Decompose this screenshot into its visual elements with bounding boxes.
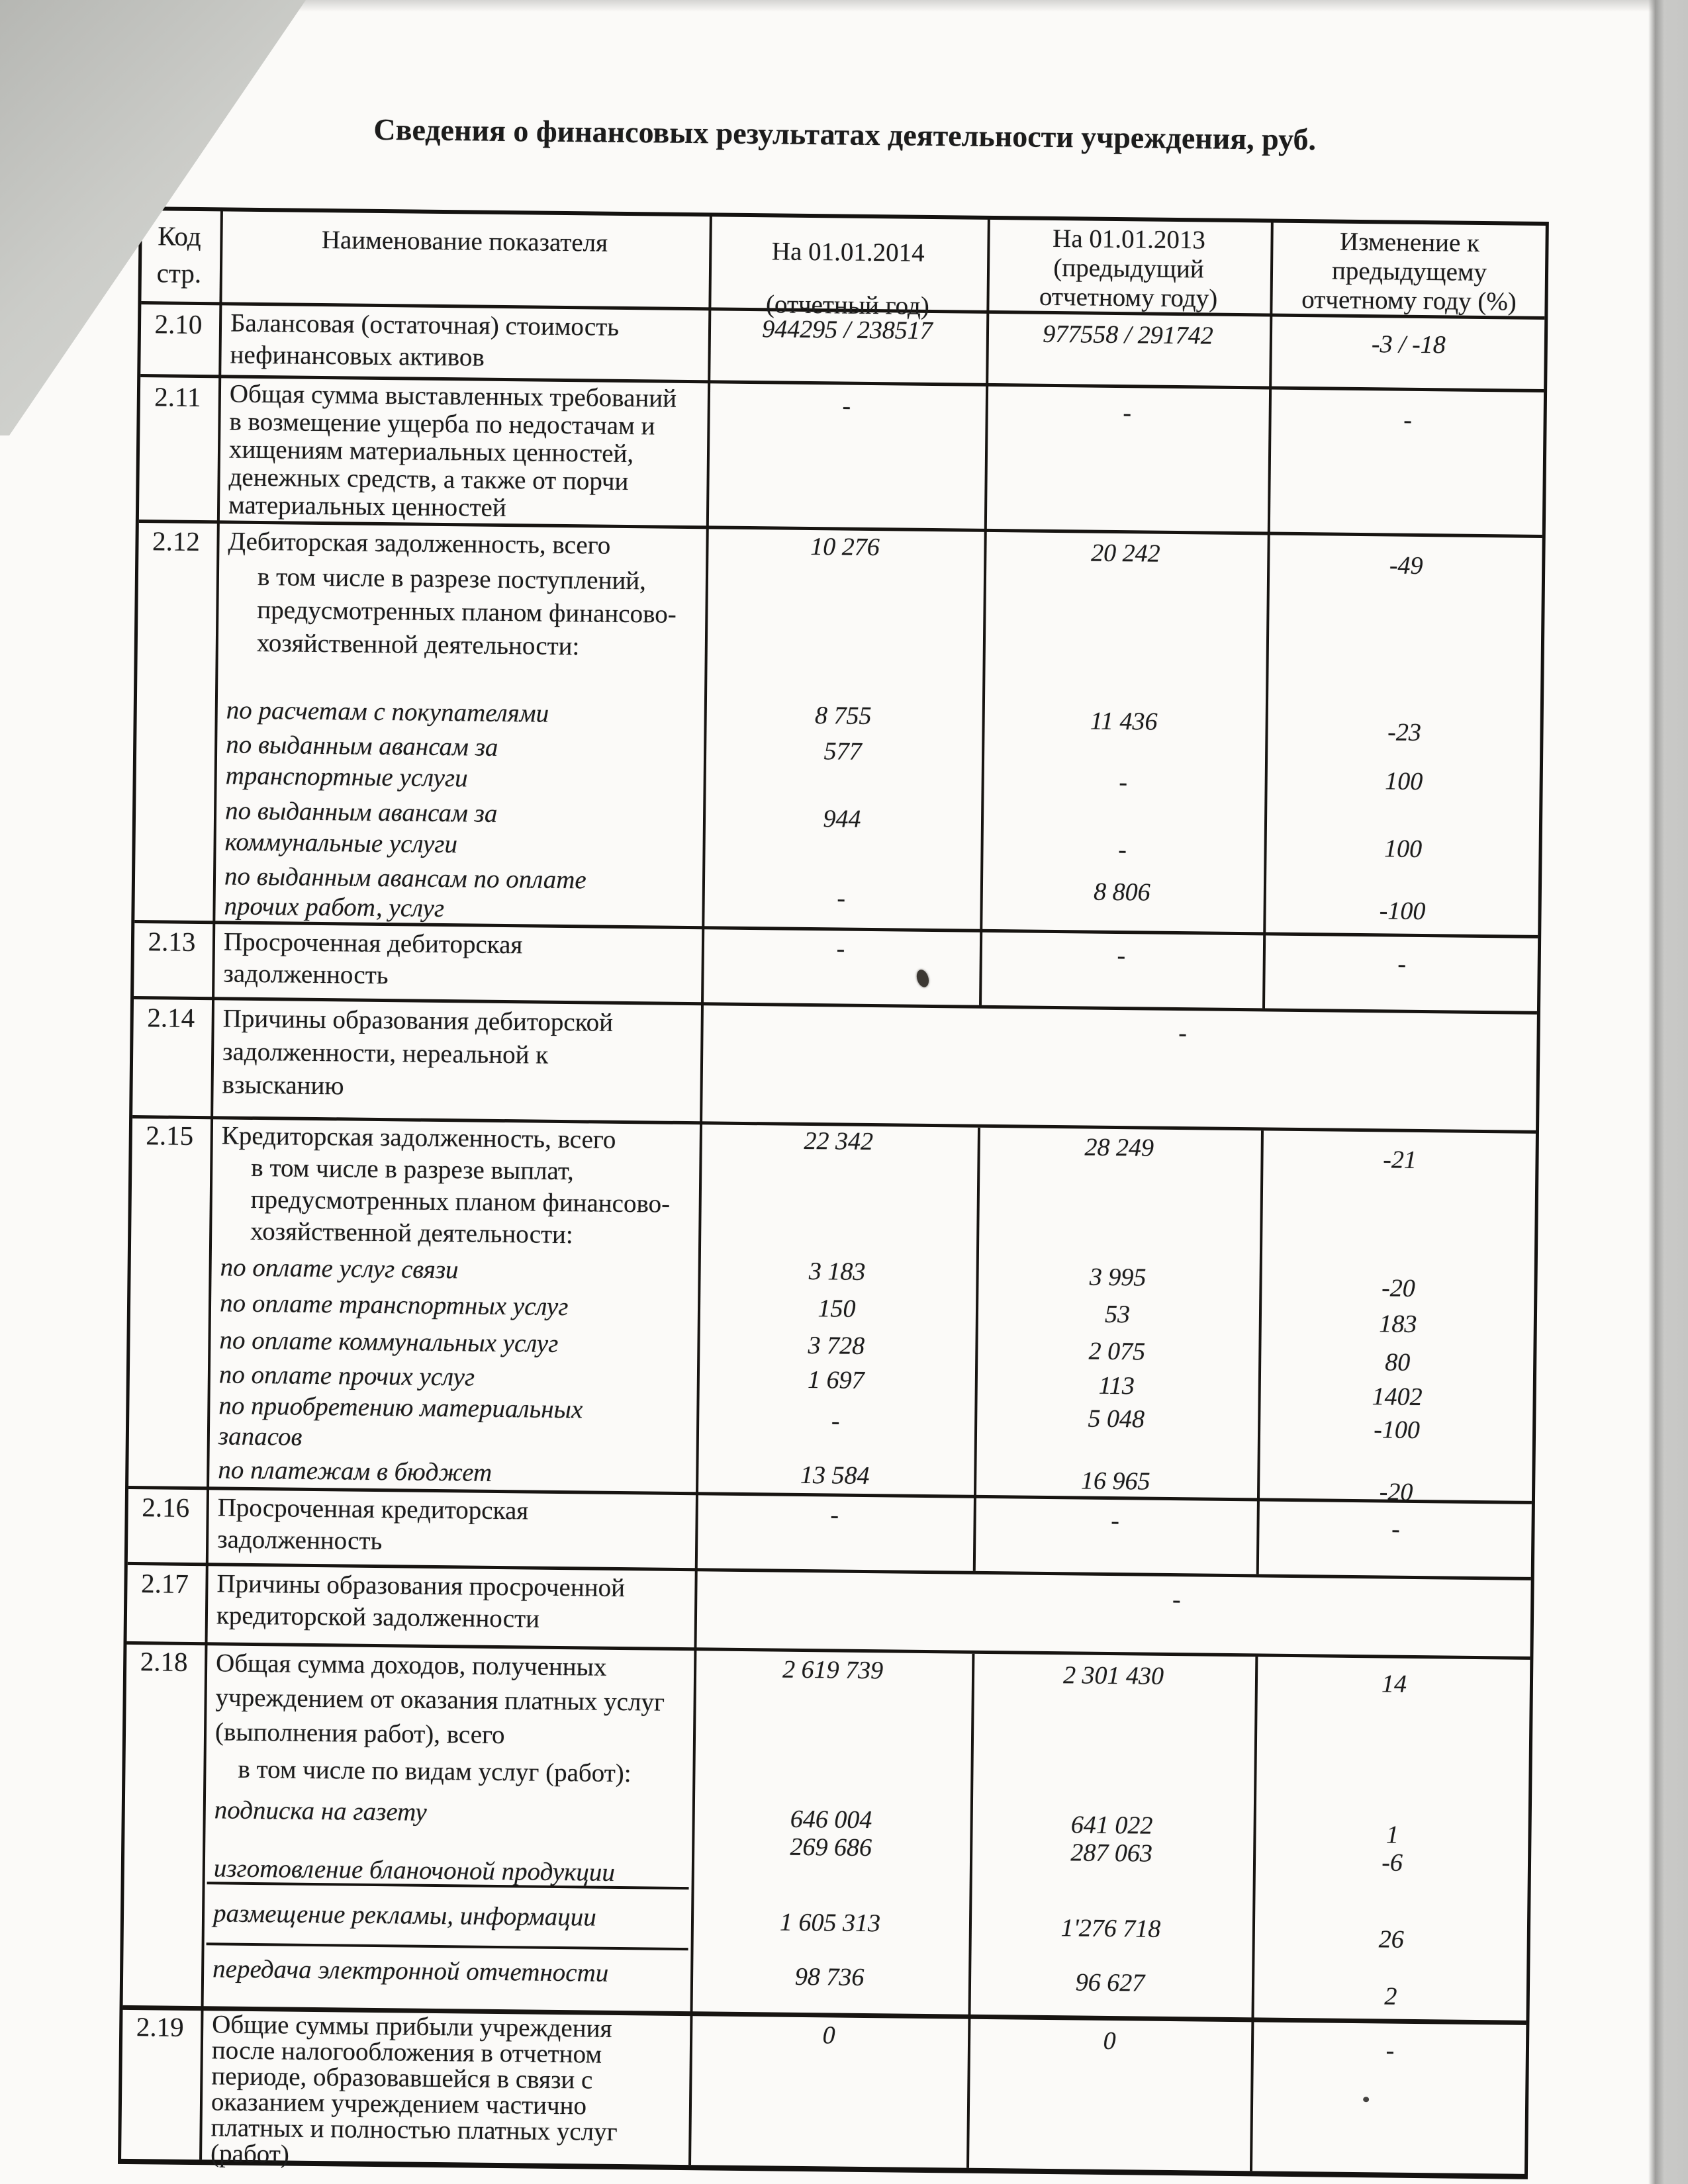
- value-2013: 287 063: [1070, 1839, 1153, 1868]
- value-2014: 150: [818, 1295, 856, 1323]
- value-2014: 98 736: [794, 1962, 865, 1992]
- value-change: -6: [1381, 1848, 1403, 1877]
- column-header-code: Код стр.: [156, 220, 202, 289]
- value-2014: 13 584: [800, 1461, 870, 1490]
- row-code: 2.12: [152, 525, 201, 557]
- value-2013: 11 436: [1090, 707, 1158, 736]
- subrow-label: по расчетам с покупателями: [226, 696, 549, 728]
- value-change: 2: [1384, 1982, 1397, 2011]
- indicator-name: Общая сумма выставленных требований в возмещение ущерба по недостачам и хищениям материальных ценностей, денежных средств, а также от порчи материальных ценностей: [228, 379, 677, 523]
- indicator-name: Балансовая (остаточная) стоимость нефинансовых активов: [230, 308, 620, 372]
- value-change: 1402: [1372, 1383, 1423, 1412]
- value-2014: 8 755: [814, 702, 872, 731]
- value-2013: 8 806: [1093, 878, 1150, 907]
- value-2013: 28 249: [1084, 1133, 1154, 1162]
- indicator-subnote: в том числе в разрезе выплат, предусмотренных планом финансово- хозяйственной деятельности:: [250, 1153, 671, 1250]
- column-header-2013: На 01.01.2013 (предыдущий отчетному году): [1039, 224, 1218, 313]
- value-2014: 2 619 739: [782, 1655, 884, 1685]
- subrow-label: по оплате прочих услуг: [218, 1360, 475, 1392]
- value-2013: 1'276 718: [1060, 1914, 1161, 1943]
- value-2013: 641 022: [1070, 1811, 1153, 1840]
- value-2014: 944: [823, 805, 861, 833]
- indicator-name: Просроченная дебиторская задолженность: [223, 927, 523, 990]
- value-2014: 3 183: [808, 1257, 866, 1286]
- indicator-subnote: в том числе в разрезе поступлений, предусмотренных планом финансово- хозяйственной деятельности:: [256, 562, 677, 661]
- subrow-label: по выданным авансам за транспортные услуги: [225, 730, 498, 793]
- value-2014: 944295 / 238517: [762, 315, 933, 345]
- value-change: -: [1397, 950, 1407, 978]
- indicator-subnote: в том числе по видам услуг (работ):: [238, 1754, 632, 1788]
- value-2014: 10 276: [810, 533, 880, 562]
- row-code: 2.17: [140, 1568, 189, 1599]
- value-2013: 2 301 430: [1062, 1661, 1164, 1690]
- row-code: 2.19: [136, 2011, 184, 2042]
- value-2014: 1 697: [807, 1366, 865, 1394]
- value-2013: 3 995: [1089, 1263, 1147, 1292]
- value-2014: -: [837, 884, 846, 913]
- indicator-name: Просроченная кредиторская задолженность: [216, 1493, 529, 1556]
- value-2014: -: [831, 1407, 840, 1435]
- page-title: Сведения о финансовых результатах деятельности учреждения, руб.: [373, 112, 1317, 157]
- subrow-label: передача электронной отчетности: [212, 1954, 609, 1987]
- value-change: 1: [1385, 1821, 1399, 1849]
- column-header-change: Изменение к предыдущему отчетному году (%): [1301, 227, 1517, 316]
- subrow-label: изготовление бланочоной продукции: [213, 1854, 616, 1887]
- value-2013: 53: [1104, 1300, 1131, 1329]
- value-2013: 0: [1103, 2026, 1116, 2056]
- indicator-name: Общие суммы прибыли учреждения после налогообложения в отчетном периоде, образовавшейся в связи с оказанием учреждением частично платных и полностью платных услуг (работ): [210, 2010, 618, 2169]
- value-2013: -: [1111, 1507, 1120, 1535]
- scan-edge-right: [1648, 0, 1688, 2184]
- row-code: 2.15: [146, 1120, 194, 1151]
- row-code: 2.10: [154, 308, 203, 340]
- value-2014: 646 004: [790, 1805, 872, 1835]
- subrow-label: по платежам в бюджет: [218, 1455, 492, 1487]
- value-2013: -: [1117, 942, 1126, 970]
- subrow-label: по оплате услуг связи: [220, 1253, 459, 1285]
- value-change: -20: [1381, 1274, 1415, 1302]
- value-2013: 2 075: [1088, 1337, 1146, 1366]
- value-change: -100: [1379, 897, 1426, 926]
- indicator-name: Причины образования просроченной кредиторской задолженности: [216, 1569, 626, 1633]
- value-change: -: [1385, 2036, 1395, 2065]
- subrow-label: по выданным авансам по оплате прочих работ, услуг: [224, 862, 586, 923]
- row-code: 2.13: [148, 926, 196, 957]
- subrow-label: по оплате коммунальных услуг: [219, 1326, 559, 1358]
- value-2014: 269 686: [790, 1833, 872, 1862]
- indicator-name: Причины образования дебиторской задолженности, нереальной к взысканию: [222, 1004, 614, 1101]
- indicator-name: Дебиторская задолженность, всего: [228, 527, 611, 560]
- subrow-label: по выданным авансам за коммунальные услуги: [224, 796, 498, 859]
- value-2014: 3 728: [808, 1332, 865, 1360]
- row-code: 2.11: [154, 381, 201, 413]
- subrow-label: размещение рекламы, информации: [212, 1899, 596, 1932]
- value-2014: 1 605 313: [779, 1908, 881, 1938]
- value-change: -23: [1387, 718, 1422, 747]
- value-2013: -: [1123, 399, 1132, 428]
- column-header-name: Наименование показателя: [321, 225, 608, 257]
- value-change: -: [1391, 1515, 1401, 1543]
- value-2013: 20 242: [1090, 539, 1160, 568]
- value-2013: -: [1119, 768, 1128, 797]
- indicator-name: Кредиторская задолженность, всего: [221, 1121, 616, 1154]
- value-change: 100: [1384, 767, 1423, 796]
- value-2013: -: [1118, 836, 1127, 864]
- row-code: 2.14: [147, 1002, 195, 1033]
- value-change: -20: [1379, 1478, 1413, 1506]
- value-change: 183: [1379, 1310, 1417, 1338]
- value-change: -100: [1374, 1416, 1421, 1445]
- merged-dash: -: [1178, 1019, 1188, 1048]
- value-2014: 22 342: [804, 1126, 874, 1156]
- ink-speck: [1363, 2097, 1369, 2102]
- subrow-label: по приобретению материальных запасов: [218, 1391, 583, 1451]
- value-change: -: [1403, 406, 1413, 434]
- value-change: -3 / -18: [1371, 330, 1446, 359]
- value-2013: 113: [1098, 1371, 1135, 1400]
- value-2013: 96 627: [1075, 1968, 1145, 1997]
- subrow-label: по оплате транспортных услуг: [219, 1289, 569, 1322]
- value-2013: 16 965: [1080, 1467, 1150, 1496]
- value-change: -21: [1382, 1146, 1417, 1174]
- value-2014: 577: [823, 737, 862, 766]
- column-header-2014: На 01.01.2014 (отчетный год): [765, 237, 930, 320]
- value-change: 26: [1378, 1925, 1405, 1954]
- merged-dash: -: [1172, 1586, 1181, 1614]
- value-change: -49: [1389, 551, 1423, 580]
- value-2014: 0: [822, 2021, 835, 2050]
- value-2014: -: [842, 392, 851, 420]
- value-2014: -: [836, 934, 845, 963]
- indicator-name: Общая сумма доходов, полученных учреждением от оказания платных услуг (выполнения работ), всего: [214, 1649, 665, 1750]
- value-2013: 977558 / 291742: [1042, 320, 1213, 350]
- value-change: 100: [1383, 835, 1423, 864]
- value-change: 14: [1381, 1670, 1407, 1698]
- value-2013: 5 048: [1088, 1404, 1145, 1433]
- row-code: 2.16: [142, 1492, 190, 1523]
- value-change: 80: [1384, 1348, 1411, 1377]
- row-code: 2.18: [140, 1646, 188, 1677]
- value-2014: -: [830, 1501, 839, 1529]
- subrow-label: подписка на газету: [214, 1796, 427, 1827]
